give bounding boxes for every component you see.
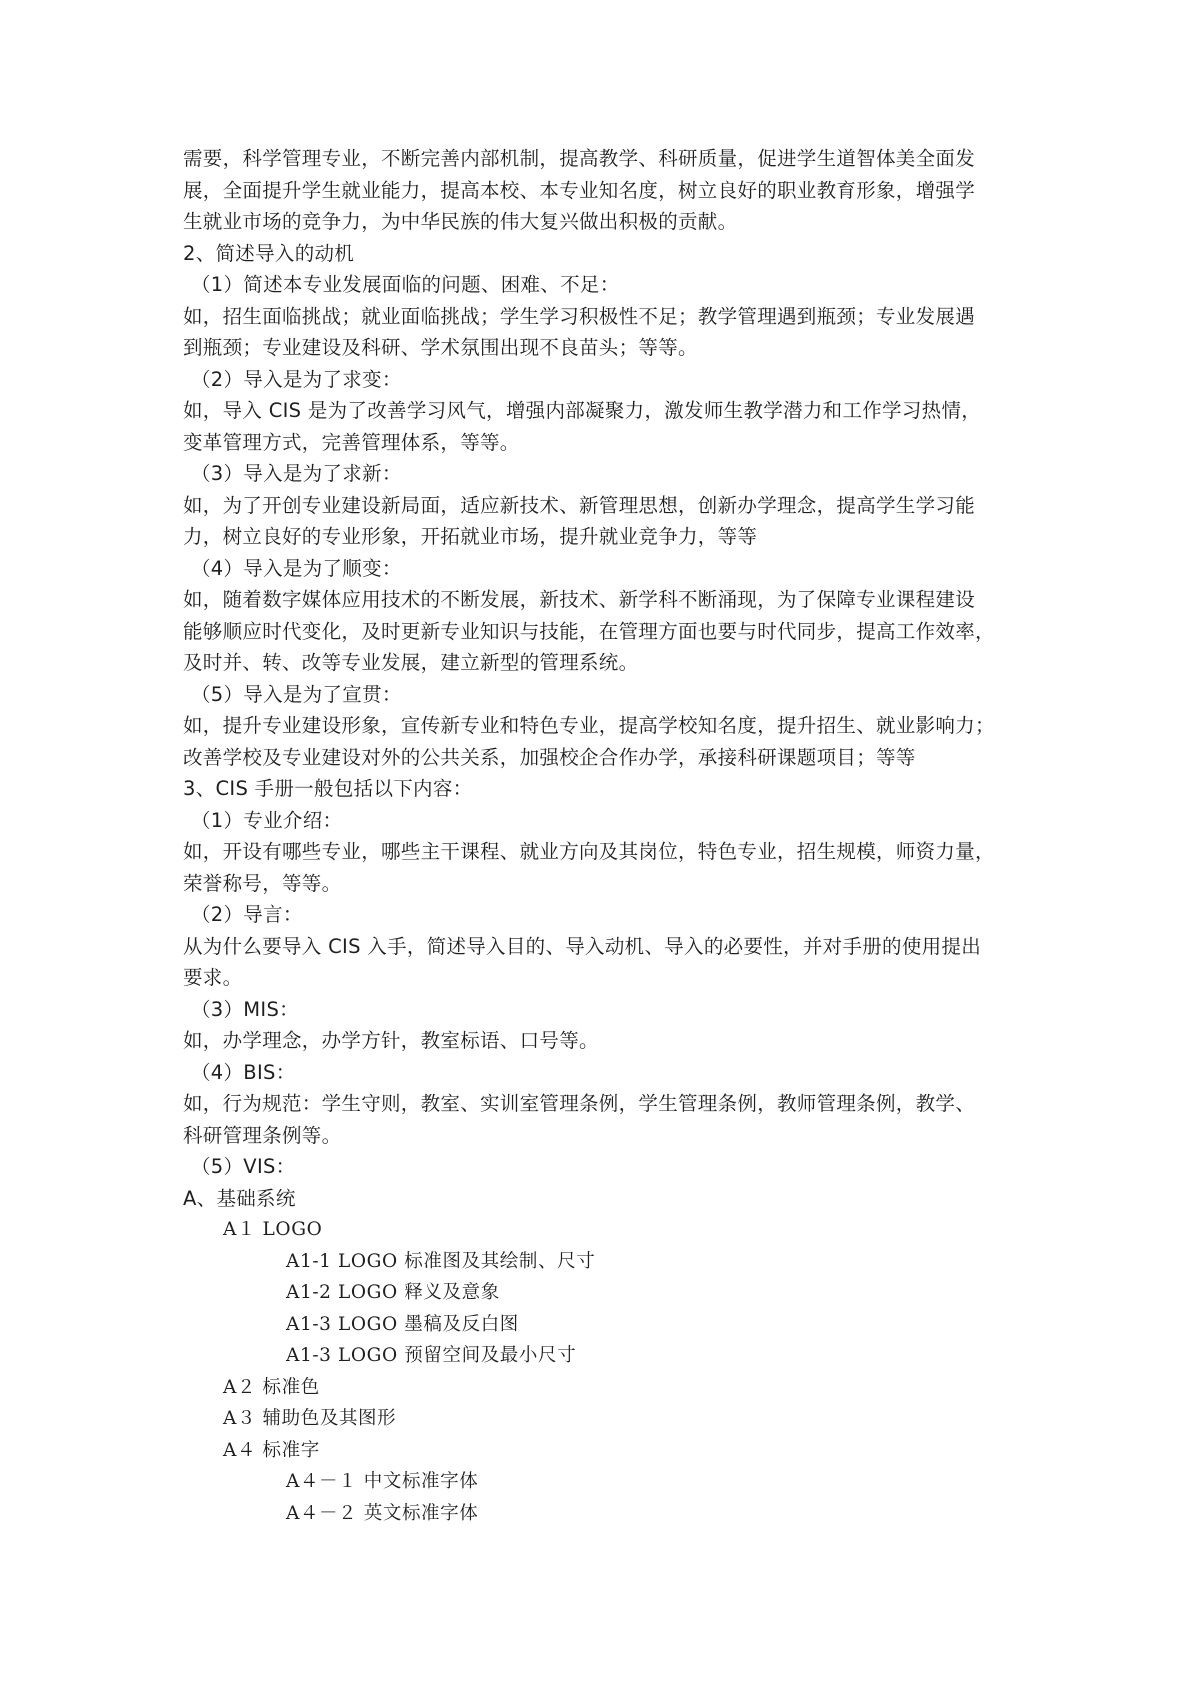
subsection-title: （5）导入是为了宣贯： [191, 682, 402, 706]
outline-item-a4: A４ 标准字 [223, 1439, 320, 1461]
paragraph-line: 到瓶颈；专业建设及科研、学术氛围出现不良苗头；等等。 [183, 336, 698, 359]
outline-item-a1-3: A1-3 LOGO 预留空间及最小尺寸 [286, 1345, 577, 1366]
subsection-title: （1）专业介绍： [191, 808, 343, 832]
paragraph-line: 科研管理条例等。 [183, 1123, 342, 1147]
outline-item-a2: A２ 标准色 [223, 1376, 320, 1398]
paragraph-line: 能够顺应时代变化，及时更新专业知识与技能，在管理方面也要与时代同步，提高工作效率， [183, 619, 995, 643]
subsection-title: （5）VIS： [191, 1155, 296, 1178]
paragraph-line: 如，导入 CIS 是为了改善学习风气，增强内部凝聚力，激发师生教学潜力和工作学习热情， [183, 399, 982, 422]
section-heading: 2、简述导入的动机 [183, 241, 355, 265]
paragraph-line: 力，树立良好的专业形象，开拓就业市场，提升就业竞争力，等等 [183, 525, 758, 548]
paragraph-line: 要求。 [183, 966, 243, 989]
document-page [183, 143, 1023, 1529]
outline-item-a1-3: A1-3 LOGO 墨稿及反白图 [286, 1313, 519, 1335]
outline-item-a1-2: A1-2 LOGO 释义及意象 [286, 1282, 500, 1303]
subsection-title: （4）BIS： [191, 1060, 296, 1084]
paragraph-line: 如，开设有哪些专业，哪些主干课程、就业方向及其岗位，特色专业，招生规模，师资力量， [183, 840, 995, 863]
paragraph-line: 生就业市场的竞争力，为中华民族的伟大复兴做出积极的贡献。 [183, 210, 738, 233]
subsection-title: （4）导入是为了顺变： [191, 556, 402, 580]
paragraph-line: 如，行为规范：学生守则，教室、实训室管理条例，学生管理条例，教师管理条例，教学、 [183, 1092, 976, 1115]
paragraph-line: 及时并、转、改等专业发展，建立新型的管理系统。 [183, 651, 639, 674]
outline-item-a1-1: A1-1 LOGO 标准图及其绘制、尺寸 [286, 1250, 596, 1272]
subsection-title: （3）导入是为了求新： [191, 462, 402, 485]
paragraph-line: 荣誉称号，等等。 [183, 871, 342, 895]
paragraph-line: 如，随着数字媒体应用技术的不断发展，新技术、新学科不断涌现，为了保障专业课程建设 [183, 588, 976, 611]
paragraph-line: 如，招生面临挑战；就业面临挑战；学生学习积极性不足；教学管理遇到瓶颈；专业发展遇 [183, 304, 976, 328]
outline-item-a3: A３ 辅助色及其图形 [223, 1408, 397, 1429]
paragraph-line: 变革管理方式，完善管理体系，等等。 [183, 430, 520, 454]
outline-item-a4-2: A４－２ 英文标准字体 [286, 1502, 479, 1524]
outline-item-a4-1: A４－１ 中文标准字体 [286, 1471, 479, 1492]
subsection-title: （3）MIS： [191, 997, 299, 1021]
paragraph-line: 需要，科学管理专业，不断完善内部机制，提高教学、科研质量，促进学生道智体美全面发 [183, 147, 976, 170]
subsection-title: （2）导入是为了求变： [191, 367, 402, 391]
paragraph-line: 展，全面提升学生就业能力，提高本校、本专业知名度，树立良好的职业教育形象，增强学 [183, 178, 976, 202]
paragraph-line: 改善学校及专业建设对外的公共关系，加强校企合作办学，承接科研课题项目；等等 [183, 745, 916, 769]
section-heading: 3、CIS 手册一般包括以下内容： [183, 777, 473, 800]
subsection-title: （2）导言： [191, 903, 303, 926]
paragraph-line: 如，办学理念，办学方针，教室标语、口号等。 [183, 1029, 599, 1052]
paragraph-line: 如，提升专业建设形象，宣传新专业和特色专业，提高学校知名度，提升招生、就业影响力； [183, 714, 995, 737]
paragraph-line: 如，为了开创专业建设新局面，适应新技术、新管理思想，创新办学理念，提高学生学习能 [183, 493, 976, 517]
vis-section-heading: A、基础系统 [183, 1186, 296, 1210]
paragraph-line: 从为什么要导入 CIS 入手，简述导入目的、导入动机、导入的必要性，并对手册的使用提出 [183, 934, 982, 958]
outline-item-a1: A１ LOGO [223, 1219, 323, 1240]
subsection-title: （1）简述本专业发展面临的问题、困难、不足： [191, 273, 620, 296]
